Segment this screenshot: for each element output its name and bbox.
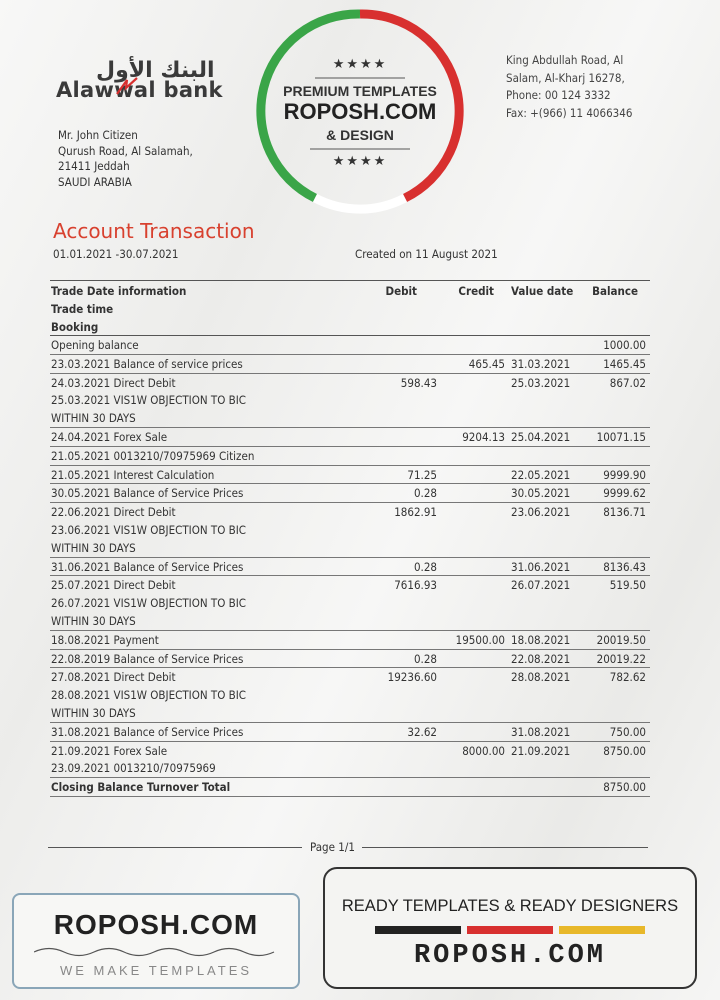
promo-left-brand: ROPOSH.COM (53, 909, 259, 940)
table-row (50, 447, 650, 466)
row-description: Opening balance (51, 338, 139, 352)
header-trade-date: Trade Date information (51, 284, 187, 298)
row-line (50, 723, 650, 741)
row-value-date: 31.03.2021 (511, 356, 571, 371)
table-row (50, 503, 650, 557)
row-value-date: 18.08.2021 (511, 632, 571, 647)
row-line (50, 594, 650, 612)
row-line (50, 704, 650, 722)
row-balance: 9999.90 (603, 467, 646, 482)
row-balance: 8136.43 (603, 559, 646, 574)
stamp-line3: & DESIGN (326, 127, 394, 143)
row-description: Closing Balance Turnover Total (51, 780, 231, 795)
row-balance: 782.62 (609, 670, 646, 685)
row-description: 31.08.2021 Balance of Service Prices (51, 724, 244, 739)
table-row (50, 466, 650, 485)
header-booking: Booking (51, 320, 99, 334)
promo-color-bars (375, 926, 645, 934)
page-footer (48, 840, 648, 854)
row-line (50, 759, 650, 777)
row-balance: 20019.22 (596, 651, 646, 666)
row-description: 25.03.2021 VIS1W OBJECTION TO BIC (51, 393, 246, 408)
row-value-date: 22.08.2021 (511, 651, 571, 666)
row-description: 21.05.2021 0013210/70975969 Citizen (51, 448, 255, 463)
logo-swoosh-icon (113, 74, 141, 100)
header-debit: Debit (385, 284, 417, 298)
table-row (50, 723, 650, 742)
watermark-stamp (255, 6, 465, 216)
row-description: 18.08.2021 Payment (51, 632, 159, 647)
header-balance: Balance (592, 284, 638, 298)
row-value-date: 31.06.2021 (511, 559, 571, 574)
wave-icon (34, 945, 278, 959)
row-description: 25.07.2021 Direct Debit (51, 578, 176, 593)
row-description: 22.06.2021 Direct Debit (51, 505, 176, 520)
row-credit: 19500.00 (455, 632, 505, 647)
row-description: 26.07.2021 VIS1W OBJECTION TO BIC (51, 596, 246, 611)
table-body (50, 336, 650, 797)
table-row (50, 631, 650, 650)
row-description: 23.06.2021 VIS1W OBJECTION TO BIC (51, 522, 246, 537)
row-credit: 9204.13 (462, 429, 505, 444)
row-value-date: 25.04.2021 (511, 429, 571, 444)
row-description: WITHIN 30 DAYS (51, 705, 136, 720)
row-line (50, 778, 650, 796)
row-balance: 867.02 (609, 375, 646, 390)
row-balance: 8750.00 (603, 743, 646, 758)
closing-balance-row (50, 778, 650, 797)
bank-fax: Fax: +(966) 11 4066346 (506, 105, 633, 120)
row-debit: 1862.91 (394, 505, 437, 520)
customer-address-line: 21411 Jeddah (58, 159, 130, 173)
statement-period: 01.01.2021 -30.07.2021 (53, 247, 179, 261)
row-line (50, 650, 650, 668)
promo-right (323, 867, 697, 989)
row-line (50, 447, 650, 465)
header-value-date: Value date (511, 284, 574, 298)
row-description: 30.05.2021 Balance of Service Prices (51, 486, 244, 501)
stamp-stars: ★★★★ (332, 153, 388, 168)
row-credit: 465.45 (468, 356, 505, 371)
bank-logo-name: Alawwal bank (56, 78, 223, 102)
row-line (50, 428, 650, 446)
row-credit: 8000.00 (462, 743, 505, 758)
row-value-date: 31.08.2021 (511, 724, 571, 739)
row-balance: 750.00 (609, 724, 646, 739)
promo-bar-red (467, 926, 553, 934)
row-balance: 519.50 (609, 578, 646, 593)
row-description: WITHIN 30 DAYS (51, 540, 136, 555)
row-value-date: 25.03.2021 (511, 375, 571, 390)
row-line (50, 631, 650, 649)
promo-left-tagline: WE MAKE TEMPLATES (59, 963, 253, 978)
table-row (50, 428, 650, 447)
row-value-date: 30.05.2021 (511, 486, 571, 501)
row-description: WITHIN 30 DAYS (51, 613, 136, 628)
table-row (50, 742, 650, 779)
table-row (50, 650, 650, 669)
bank-address-line: King Abdullah Road, Al (506, 53, 624, 67)
row-debit: 32.62 (407, 724, 437, 739)
row-description: 24.04.2021 Forex Sale (51, 429, 168, 444)
row-value-date: 28.08.2021 (511, 670, 571, 685)
table-header (50, 280, 650, 336)
stamp-line1: PREMIUM TEMPLATES (283, 83, 437, 99)
footer-rule-right (362, 847, 648, 848)
row-line (50, 374, 650, 392)
row-line (50, 612, 650, 630)
table-row (50, 336, 650, 355)
row-value-date: 22.05.2021 (511, 467, 571, 482)
row-line (50, 503, 650, 521)
table-row (50, 576, 650, 630)
created-date: Created on 11 August 2021 (355, 247, 498, 261)
table-row (50, 668, 650, 722)
customer-name: Mr. John Citizen (58, 128, 138, 142)
row-debit: 19236.60 (387, 670, 437, 685)
row-value-date: 26.07.2021 (511, 578, 571, 593)
row-debit: 71.25 (407, 467, 437, 482)
row-line (50, 484, 650, 502)
customer-address (58, 128, 193, 190)
footer-rule-left (48, 847, 302, 848)
row-line (50, 576, 650, 594)
table-row (50, 484, 650, 503)
row-description: 27.08.2021 Direct Debit (51, 670, 176, 685)
stamp-line2: ROPOSH.COM (283, 99, 437, 124)
row-line (50, 742, 650, 760)
stamp-stars: ★★★★ (332, 56, 388, 71)
bank-phone: Phone: 00 124 3332 (506, 88, 611, 102)
row-line (50, 558, 650, 576)
transactions-table (50, 280, 650, 797)
row-line (50, 466, 650, 484)
row-debit: 0.28 (413, 651, 437, 666)
page-number: Page 1/1 (310, 840, 355, 854)
row-balance: 9999.62 (603, 486, 646, 501)
row-line (50, 686, 650, 704)
table-row (50, 355, 650, 374)
row-description: 24.03.2021 Direct Debit (51, 375, 176, 390)
row-description: 21.09.2021 Forex Sale (51, 743, 168, 758)
promo-bar-yellow (559, 926, 645, 934)
header-credit: Credit (458, 284, 494, 298)
promo-right-brand: ROPOSH.COM (413, 941, 607, 971)
promo-bar-black (375, 926, 461, 934)
row-line (50, 668, 650, 686)
row-description: 28.08.2021 VIS1W OBJECTION TO BIC (51, 688, 246, 703)
bank-logo-arabic: البنك الأول (96, 58, 215, 83)
row-balance: 10071.15 (596, 429, 646, 444)
row-line (50, 355, 650, 373)
table-row (50, 558, 650, 577)
row-balance: 8750.00 (603, 780, 646, 795)
customer-address-line: Qurush Road, Al Salamah, (58, 143, 193, 158)
header-trade-time: Trade time (51, 302, 114, 316)
row-line (50, 521, 650, 539)
row-balance: 1465.45 (603, 356, 646, 371)
row-description: WITHIN 30 DAYS (51, 411, 136, 426)
row-debit: 0.28 (413, 559, 437, 574)
row-line (50, 409, 650, 427)
promo-left (12, 893, 300, 989)
row-description: 22.08.2019 Balance of Service Prices (51, 651, 244, 666)
row-value-date: 21.09.2021 (511, 743, 571, 758)
row-debit: 7616.93 (394, 578, 437, 593)
customer-country: SAUDI ARABIA (58, 174, 132, 189)
row-balance: 1000.00 (603, 338, 646, 352)
row-balance: 8136.71 (603, 505, 646, 520)
row-line (50, 391, 650, 409)
row-description: 31.06.2021 Balance of Service Prices (51, 559, 244, 574)
row-line (50, 539, 650, 557)
row-balance: 20019.50 (596, 632, 646, 647)
row-description: 23.09.2021 0013210/70975969 (51, 761, 216, 776)
bank-address (506, 52, 632, 122)
row-description: 23.03.2021 Balance of service prices (51, 356, 243, 371)
bank-address-line: Salam, Al-Kharj 16278, (506, 70, 625, 85)
row-description: 21.05.2021 Interest Calculation (51, 467, 215, 482)
row-value-date: 23.06.2021 (511, 505, 571, 520)
row-debit: 598.43 (400, 375, 437, 390)
promo-right-heading: READY TEMPLATES & READY DESIGNERS (341, 897, 679, 915)
row-line (50, 336, 650, 354)
row-debit: 0.28 (413, 486, 437, 501)
page-title: Account Transaction (53, 219, 255, 243)
table-row (50, 374, 650, 428)
